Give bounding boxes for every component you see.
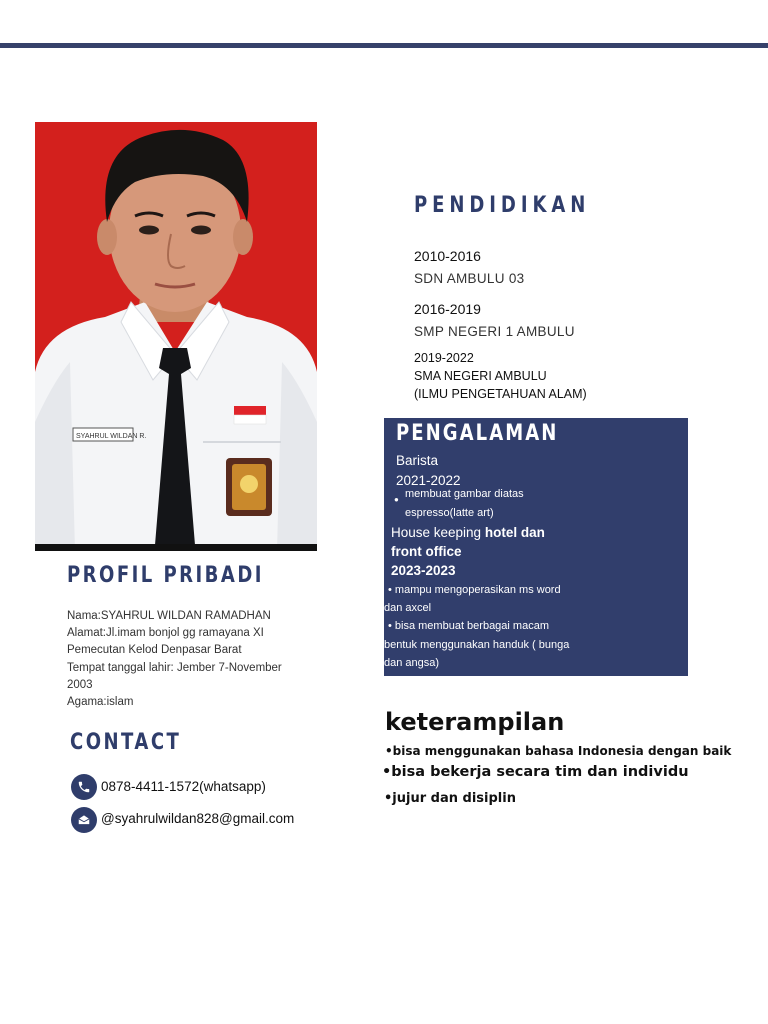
phone-number[interactable]: 0878-4411-1572(whatsapp) [101,779,266,794]
bullet-dot: ● [394,495,399,504]
experience-role-2-bold: hotel dan [484,525,545,540]
education-heading: PENDIDIKAN [414,193,591,218]
profile-address: Alamat:Jl.imam bonjol gg ramayana XI [67,627,264,640]
experience-period-1: 2021-2022 [396,473,461,488]
education-years-1: 2010-2016 [414,248,481,264]
experience-bullet-3c: dan angsa) [384,657,440,669]
profile-address-2: Pemecutan Kelod Denpasar Barat [67,644,242,657]
skill-item-2: •bisa bekerja secara tim dan individu [382,764,689,780]
experience-role-2-plain: House keeping [391,525,485,540]
experience-role-2 [391,525,545,540]
name-tag-text: SYAHRUL WILDAN R. [76,433,147,440]
education-entry-3 [414,349,587,403]
profile-name: Nama:SYAHRUL WILDAN RAMADHAN [67,610,271,622]
education-years-3: 2019-2022 [414,351,474,365]
profile-birth: Tempat tanggal lahir: Jember 7-November [67,661,282,674]
email-address[interactable]: @syahrulwildan828@gmail.com [101,811,295,826]
education-detail-3: (ILMU PENGETAHUAN ALAM) [414,387,587,401]
education-years-2: 2016-2019 [414,301,481,317]
experience-heading: PENGALAMAN [396,421,559,446]
profile-heading: PROFIL PRIBADI [67,563,264,588]
portrait-illustration [35,122,317,551]
profile-details [67,608,337,711]
experience-role-1: Barista [396,453,439,468]
profile-photo [35,122,317,551]
experience-period-2: 2023-2023 [391,563,456,578]
experience-bullet-2b: dan axcel [384,602,432,614]
skill-item-1: •bisa menggunakan bahasa Indonesia dengan baik [385,744,732,758]
experience-panel [384,418,688,676]
phone-icon [71,774,97,800]
experience-bullet-1a: membuat gambar diatas [405,488,524,500]
education-school-3: SMA NEGERI AMBULU [414,369,547,383]
top-accent-bar [0,43,768,48]
mail-icon [71,807,97,833]
experience-bullet-2a: • mampu mengoperasikan ms word [388,584,561,596]
experience-bullet-3a: • bisa membuat berbagai macam [388,620,549,632]
profile-religion: Agama:islam [67,696,134,709]
skill-item-3: •jujur dan disiplin [384,791,516,806]
contact-heading: CONTACT [70,730,182,755]
education-school-1: SDN AMBULU 03 [414,271,525,286]
experience-bullet-1b: espresso(latte art) [405,507,494,519]
profile-birth-year: 2003 [67,678,93,691]
skills-heading: keterampilan [385,708,565,736]
education-school-2: SMP NEGERI 1 AMBULU [414,324,575,339]
experience-bullet-3b: bentuk menggunakan handuk ( bunga [384,639,570,651]
experience-role-2-line2: front office [391,544,462,559]
